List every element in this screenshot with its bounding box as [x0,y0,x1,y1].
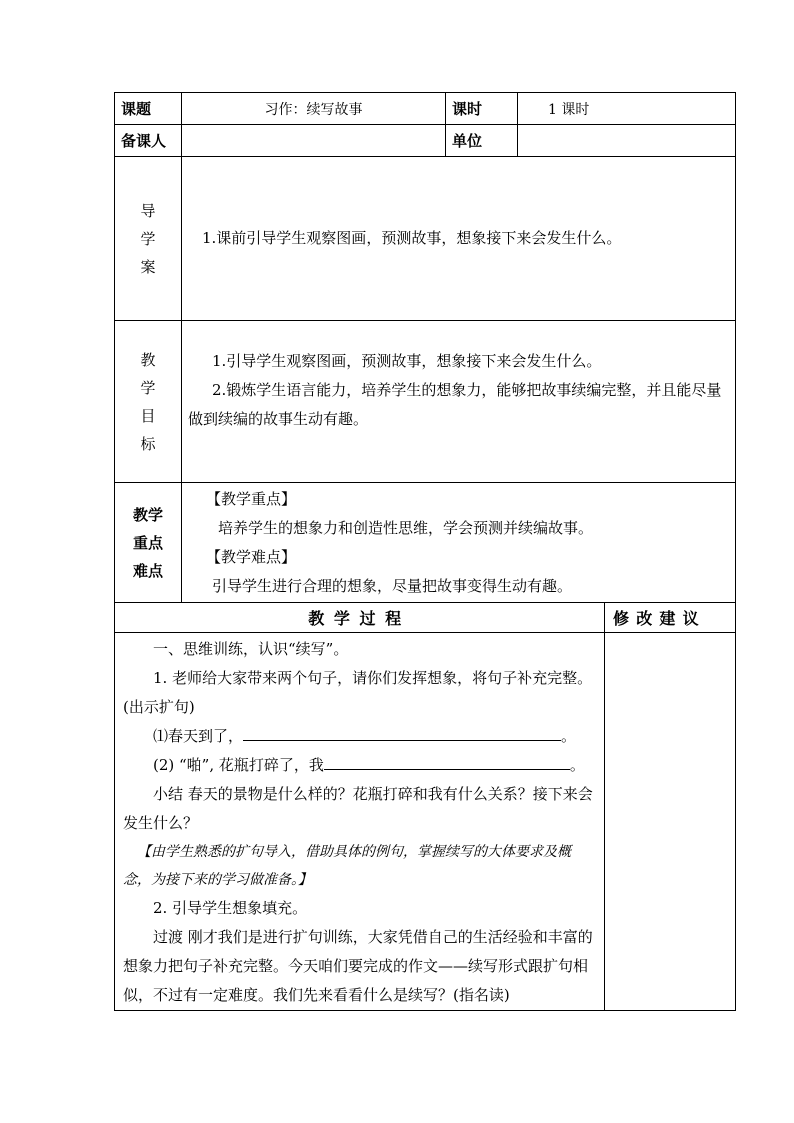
process-body-row [115,633,736,1011]
focus-heading: 【教学重点】 [206,489,297,508]
unit-label: 单位 [446,125,518,157]
transition-text: 过渡 刚才我们是进行扩句训练，大家凭借自己的生活经验和丰富的想象力把句子补充完整。今天咱们要完成的作文——续写形式跟扩句相似，不过有一定难度。我们先来看看什么是续写？(指名读) [123,928,593,1004]
process-header: 教学过程 [115,603,605,633]
preparer-value [182,125,446,157]
period-value: 1 课时 [518,93,736,125]
key-points-label-line: 教学 [132,505,163,524]
sentence2 [123,751,596,780]
goals-label-char: 学 [140,378,156,397]
guide-label-char: 学 [140,229,156,248]
key-points-text [182,483,736,603]
sentence2-prefix: (2) “啪”, 花瓶打碎了，我 [153,756,324,774]
header-row-2 [115,125,736,157]
difficulty-heading: 【教学难点】 [206,547,297,566]
summary-text: 小结 春天的景物是什么样的？花瓶打碎和我有什么关系？接下来会发生什么？ [123,785,593,832]
goal-item-1: 1.引导学生观察图画，预测故事，想象接下来会发生什么。 [212,352,602,370]
sentence2-suffix: 。 [569,756,585,774]
goal-item-2: 2.锻炼学生语言能力，培养学生的想象力，能够把故事续编完整，并且能尽量做到续编的故事生动有趣。 [188,381,722,428]
key-points-label-line: 重点 [132,533,163,552]
topic-label: 课题 [115,93,182,125]
preparer-label: 备课人 [115,125,182,157]
sentence1-prefix: ⑴春天到了， [153,727,244,745]
lesson-plan-table [114,92,736,1011]
period-label: 课时 [446,93,518,125]
goals-text [182,321,736,483]
guide-label-char: 案 [140,257,156,276]
key-points-row [115,483,736,603]
process-body [115,633,605,1011]
unit-value [518,125,736,157]
focus-text: 培养学生的想象力和创造性思维，学会预测并续编故事。 [218,518,594,537]
difficulty-text: 引导学生进行合理的想象，尽量把故事变得生动有趣。 [212,576,573,595]
header-row-1 [115,93,736,125]
step1-text: 1. 老师给大家带来两个句子，请你们发挥想象，将句子补充完整。(出示扩句) [123,669,593,716]
goals-label [115,321,182,483]
suggest-cell [605,633,736,1011]
suggest-header: 修改建议 [605,603,736,633]
guide-text: 1.课前引导学生观察图画，预测故事，想象接下来会发生什么。 [182,157,736,321]
sentence1 [123,722,596,751]
guide-label-char: 导 [140,201,156,220]
goals-label-char: 标 [140,434,156,453]
step2-text: 2. 引导学生想象填充。 [153,899,308,917]
sentence1-suffix: 。 [561,727,577,745]
topic-value: 习作：续写故事 [182,93,446,125]
key-points-label [115,483,182,603]
goals-label-char: 教 [140,350,156,369]
guide-row [115,157,736,321]
goals-row [115,321,736,483]
sentence1-blank[interactable] [243,726,561,741]
process-header-row [115,603,736,633]
goals-label-char: 目 [140,406,156,425]
key-points-label-line: 难点 [132,561,163,580]
section1-heading: 一、思维训练，认识“续写”。 [153,640,349,658]
sentence2-blank[interactable] [324,755,570,770]
guide-label [115,157,182,321]
design-note: 【由学生熟悉的扩句导入，借助具体的例句，掌握续写的大体要求及概念，为接下来的学习做准备。】 [123,844,571,888]
